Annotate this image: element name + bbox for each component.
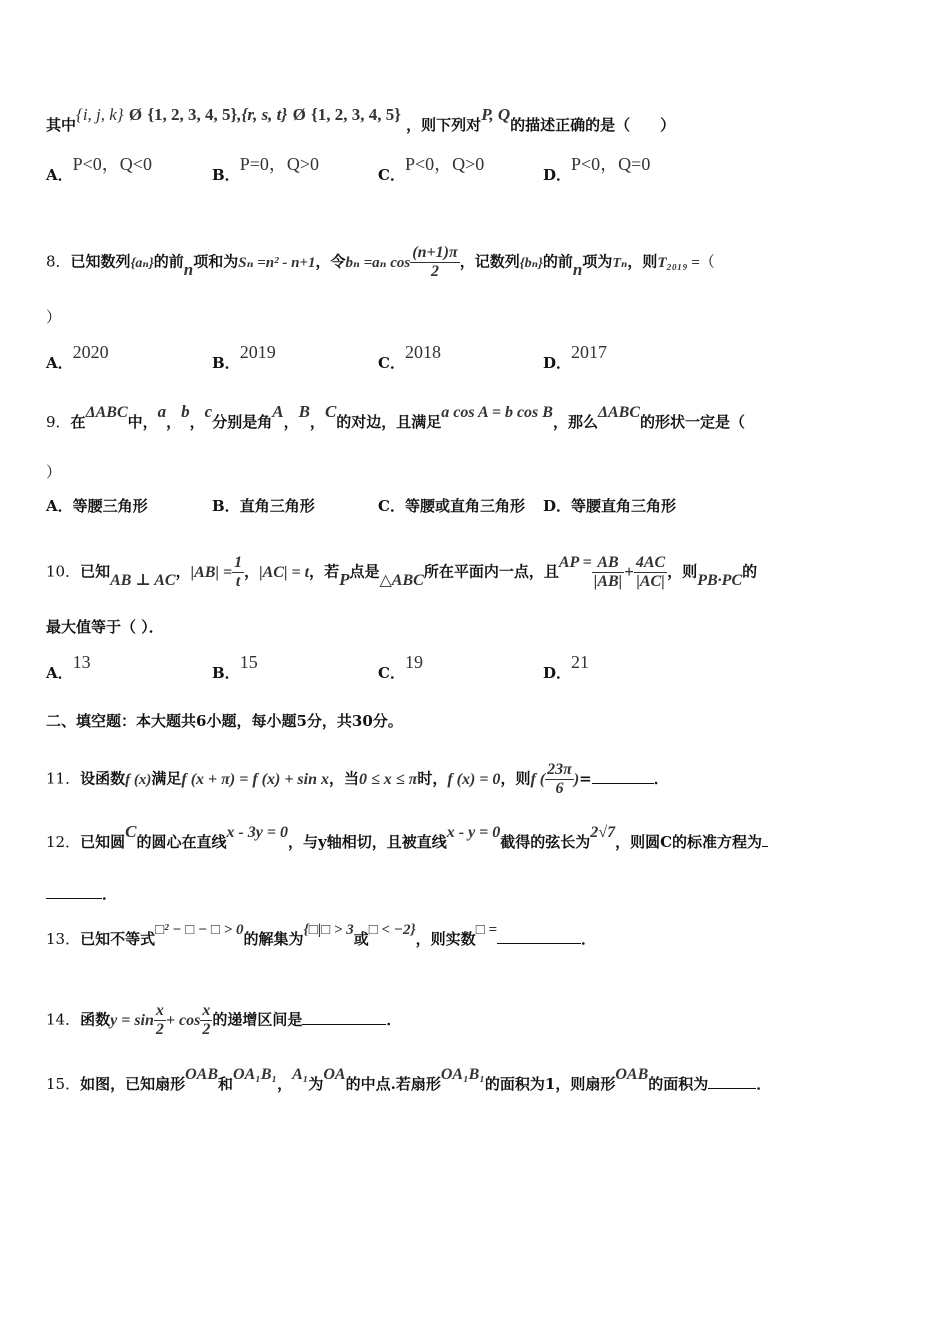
q14-fraction-1: [154, 1002, 166, 1039]
q10-math: +: [624, 561, 634, 581]
q15-text: 为: [308, 1075, 324, 1093]
option-math: 13: [72, 652, 91, 672]
q9-text: ，: [189, 413, 205, 431]
q15-math: OAB: [615, 1066, 649, 1083]
q8-stem: [46, 244, 715, 281]
option-math: 2020: [72, 342, 109, 362]
section-heading: 二、填空题：本大题共6小题，每小题5分，共30分。: [46, 712, 403, 730]
q10-fraction-3: [634, 554, 667, 591]
frac-num: 23π: [547, 761, 572, 778]
q8-math: {bₙ}: [519, 255, 543, 271]
q8-math: Tₙ: [612, 255, 628, 271]
q7-stem: [46, 105, 676, 135]
q15-math: OA: [323, 1066, 346, 1083]
q11-text: ．: [653, 769, 669, 788]
q15-text: ，: [277, 1075, 293, 1093]
q7-set3: {r, s, t}: [241, 105, 288, 124]
q8-text: 已知数列: [70, 252, 131, 271]
q8-math: {aₙ}: [130, 255, 154, 271]
q8-option-c: [378, 342, 441, 373]
q9-math: B: [298, 402, 310, 421]
q10-option-c: [378, 652, 423, 683]
question-number: 9．: [46, 413, 71, 431]
q8-math: Sₙ =n² - n+1: [238, 254, 316, 271]
q9-close-paren: ）: [46, 463, 62, 481]
option-text: 直角三角形: [239, 497, 315, 515]
frac-den: 2: [430, 263, 439, 280]
frac-den: |AC|: [636, 573, 665, 590]
question-number: 14．: [46, 1010, 81, 1029]
q9-text: 的形状一定是（: [640, 413, 746, 431]
option-label: B．: [212, 664, 240, 682]
q11-fraction: [545, 761, 574, 798]
q8-text: ，记数列: [459, 252, 520, 271]
q8-math: n: [183, 259, 194, 279]
q12-text: ，则圆C的标准方程为: [615, 833, 763, 851]
frac-num: (n+1)π: [412, 244, 458, 261]
q10-fraction-1: [232, 554, 244, 591]
q10-math: AP =: [558, 553, 592, 571]
q15-math: OAB: [185, 1066, 219, 1083]
q15-text: 的中点.若扇形: [345, 1075, 441, 1093]
question-number: 11．: [46, 769, 81, 788]
option-label: A．: [46, 664, 73, 682]
q15-math: A₁: [292, 1066, 309, 1083]
q15-stem: [46, 1066, 772, 1094]
q7-text: 其中: [46, 116, 77, 134]
q9-text: 的对边，且满足: [336, 413, 442, 431]
q8-text: ，令: [315, 252, 346, 271]
q10-text: 点是: [349, 562, 380, 581]
q15-math: OA₁B₁: [233, 1066, 278, 1083]
q8-text: ，则: [627, 252, 658, 271]
option-label: A．: [46, 166, 73, 184]
q9-option-a: [46, 495, 148, 516]
answer-blank[interactable]: [302, 1024, 386, 1025]
q10-math: PB·PC: [697, 571, 743, 589]
q10-option-d: [543, 652, 590, 683]
option-label: B．: [212, 354, 240, 372]
q15-math: OA₁B₁: [440, 1066, 485, 1083]
q9-text: 分别是角: [212, 413, 273, 431]
option-math: 2019: [239, 342, 276, 362]
q7-text: ，则下列对: [406, 116, 482, 134]
q13-text: 或: [353, 930, 369, 948]
q9-math: C: [324, 402, 337, 421]
question-number: 13．: [46, 930, 81, 948]
q11-math: f (: [530, 770, 546, 788]
q15-text: ．: [756, 1075, 772, 1093]
option-text: 等腰三角形: [72, 497, 148, 515]
option-math: 15: [239, 652, 258, 672]
q9-text: ，: [166, 413, 182, 431]
q11-text: ，则: [500, 769, 531, 788]
option-math: P<0，Q>0: [404, 154, 485, 174]
q7-option-c: [378, 154, 485, 186]
q8-option-a: [46, 342, 109, 373]
q8-option-d: [543, 342, 608, 373]
q10-stem-line2: 最大值等于（ ）．: [46, 618, 164, 636]
q9-text: ，: [283, 413, 299, 431]
q10-option-a: [46, 652, 91, 683]
q10-fraction-2: [592, 554, 624, 591]
q9-text: ，: [309, 413, 325, 431]
option-label: B．: [212, 166, 240, 184]
option-label: D．: [543, 497, 572, 515]
q13-math: □ =: [475, 922, 498, 938]
q9-text: 在: [70, 413, 86, 431]
question-number: 8．: [46, 252, 71, 271]
q7-option-b: [212, 154, 319, 186]
q9-math: c: [204, 402, 213, 421]
q14-math: + cos: [165, 1011, 201, 1029]
q12-math: x - y = 0: [446, 824, 501, 841]
answer-blank[interactable]: [762, 846, 768, 847]
q12-text: ，与y轴相切，且被直线: [288, 833, 447, 851]
option-math: 2017: [571, 342, 608, 362]
q8-text: 项和为: [193, 252, 239, 271]
q10-text: 所在平面内一点，且: [423, 562, 559, 581]
q9-text: 中，: [127, 413, 158, 431]
q13-text: ．: [581, 930, 597, 948]
q15-text: 的面积为1，则扇形: [484, 1075, 616, 1093]
answer-blank[interactable]: [497, 943, 581, 944]
q10-math: P: [339, 569, 350, 589]
option-label: C．: [378, 497, 405, 515]
option-label: C．: [378, 166, 405, 184]
frac-num: x: [202, 1002, 211, 1019]
option-text: 等腰或直角三角形: [404, 497, 525, 515]
q15-text: 和: [218, 1075, 234, 1093]
q9-math: b: [181, 402, 190, 421]
q11-math: ): [573, 770, 580, 788]
answer-blank[interactable]: [592, 783, 654, 784]
question-number: 12．: [46, 833, 81, 851]
frac-den: t: [235, 573, 241, 590]
q13-math: □² − □ − □ > 0: [155, 922, 244, 938]
q10-math: AB ⊥ AC: [110, 571, 176, 589]
q8-option-b: [212, 342, 276, 373]
q14-text: 的递增区间是: [212, 1010, 303, 1029]
q9-math: ΔABC: [597, 404, 640, 421]
q11-text: 满足: [151, 769, 182, 788]
option-math: 2018: [404, 342, 441, 362]
q10-stem: [46, 554, 757, 591]
option-label: A．: [46, 354, 73, 372]
answer-blank[interactable]: [46, 898, 102, 899]
q13-math: □ < −2}: [368, 922, 416, 938]
q12-stem: [46, 822, 768, 852]
q11-math: f (x): [125, 771, 152, 788]
q15-text: 的面积为: [648, 1075, 709, 1093]
frac-den: |AB|: [593, 573, 623, 590]
option-label: C．: [378, 664, 405, 682]
q8-close-paren: ）: [46, 308, 62, 326]
q9-math: A: [272, 402, 284, 421]
frac-den: 2: [202, 1021, 211, 1038]
option-label: D．: [543, 166, 572, 184]
q10-math: |AC| = t: [259, 563, 310, 581]
option-math: P<0，Q<0: [72, 154, 152, 174]
option-label: D．: [543, 354, 572, 372]
frac-num: AB: [592, 554, 624, 573]
frac-num: x: [155, 1002, 164, 1019]
q7-set2: {1, 2, 3, 4, 5}: [147, 105, 238, 124]
option-label: C．: [378, 354, 405, 372]
q7-pq: P, Q: [481, 105, 511, 124]
q7-option-a: [46, 154, 152, 186]
q9-math: a: [157, 402, 167, 421]
option-math: P<0，Q=0: [571, 154, 651, 174]
q11-stem: [46, 761, 669, 798]
q10-text: ，若: [309, 562, 340, 581]
q7-set4: {1, 2, 3, 4, 5}: [311, 105, 401, 124]
q7-comma: ,: [237, 105, 242, 124]
q10-option-b: [212, 652, 258, 683]
q9-option-c: [378, 495, 525, 516]
q11-text: ，当: [329, 769, 360, 788]
frac-num: 1: [234, 554, 243, 571]
q12-text: 的圆心在直线: [136, 833, 227, 851]
q7-option-d: [543, 154, 651, 186]
q9-math: a cos A = b cos B: [441, 404, 553, 421]
q14-text: ．: [386, 1010, 402, 1029]
q8-text: 的前: [153, 252, 184, 271]
option-text: 等腰直角三角形: [571, 497, 677, 515]
q8-fraction: [410, 244, 459, 281]
q14-text: 函数: [80, 1010, 111, 1029]
q8-text: 项为: [582, 252, 613, 271]
q14-stem: [46, 1002, 401, 1039]
q12-text: 已知圆: [80, 833, 126, 851]
q9-option-d: [543, 495, 676, 516]
q12-math: C: [125, 822, 137, 841]
q15-text: 如图，已知扇形: [80, 1075, 186, 1093]
q12-math: 2√7: [590, 824, 616, 841]
q7-empty2: Ø: [292, 105, 306, 124]
option-math: P=0，Q>0: [239, 154, 319, 174]
q8-math: T₂₀₁₉ =: [657, 254, 700, 271]
q10-text: 的: [742, 562, 758, 581]
q14-fraction-2: [200, 1002, 212, 1039]
q8-text: 的前: [542, 252, 573, 271]
q13-text: ，则实数: [415, 930, 476, 948]
q13-stem: [46, 922, 597, 949]
q10-text: 已知: [80, 562, 111, 581]
frac-den: 6: [555, 780, 564, 797]
q9-math: ΔABC: [85, 404, 128, 421]
q9-text: ，那么: [552, 413, 598, 431]
q7-text: 的描述正确的是（ ）: [510, 116, 676, 134]
frac-den: 2: [155, 1021, 164, 1038]
frac-num: 4AC: [635, 554, 666, 571]
option-label: D．: [543, 664, 572, 682]
q12-text: 截得的弦长为: [500, 833, 591, 851]
q9-option-b: [212, 495, 315, 516]
q10-text: ，则: [667, 562, 698, 581]
option-math: 21: [571, 652, 590, 672]
q10-text: ，: [244, 562, 260, 581]
q10-math: △ABC: [379, 571, 424, 589]
q13-text: 已知不等式: [80, 930, 156, 948]
q8-text: （: [699, 252, 715, 271]
q11-text: =: [579, 769, 592, 788]
q7-empty1: Ø: [128, 105, 143, 124]
q8-math: bₙ =aₙ cos: [345, 254, 411, 271]
q10-math: |AB| =: [190, 563, 233, 581]
q12-stem-line2: [46, 883, 117, 904]
q10-text: ，: [175, 562, 191, 581]
q8-math: n: [572, 259, 583, 279]
q13-math: {□|□ > 3: [303, 922, 354, 938]
q7-set1: {i, j, k}: [76, 105, 124, 124]
question-number: 15．: [46, 1075, 81, 1093]
option-label: B．: [212, 497, 240, 515]
q11-math: f (x + π) = f (x) + sin x: [181, 770, 329, 788]
q9-stem: [46, 402, 746, 432]
q13-text: 的解集为: [243, 930, 304, 948]
question-number: 10．: [46, 562, 81, 581]
q12-math: x - 3y = 0: [226, 824, 289, 841]
q11-text: 时，: [417, 769, 448, 788]
q11-math: f (x) = 0: [447, 770, 501, 788]
q11-text: 设函数: [80, 769, 126, 788]
q11-math: 0 ≤ x ≤ π: [359, 770, 418, 788]
option-label: A．: [46, 497, 73, 515]
answer-blank[interactable]: [708, 1088, 756, 1089]
q14-math: y = sin: [110, 1011, 154, 1029]
q12-text: ．: [102, 885, 118, 903]
option-math: 19: [404, 652, 423, 672]
